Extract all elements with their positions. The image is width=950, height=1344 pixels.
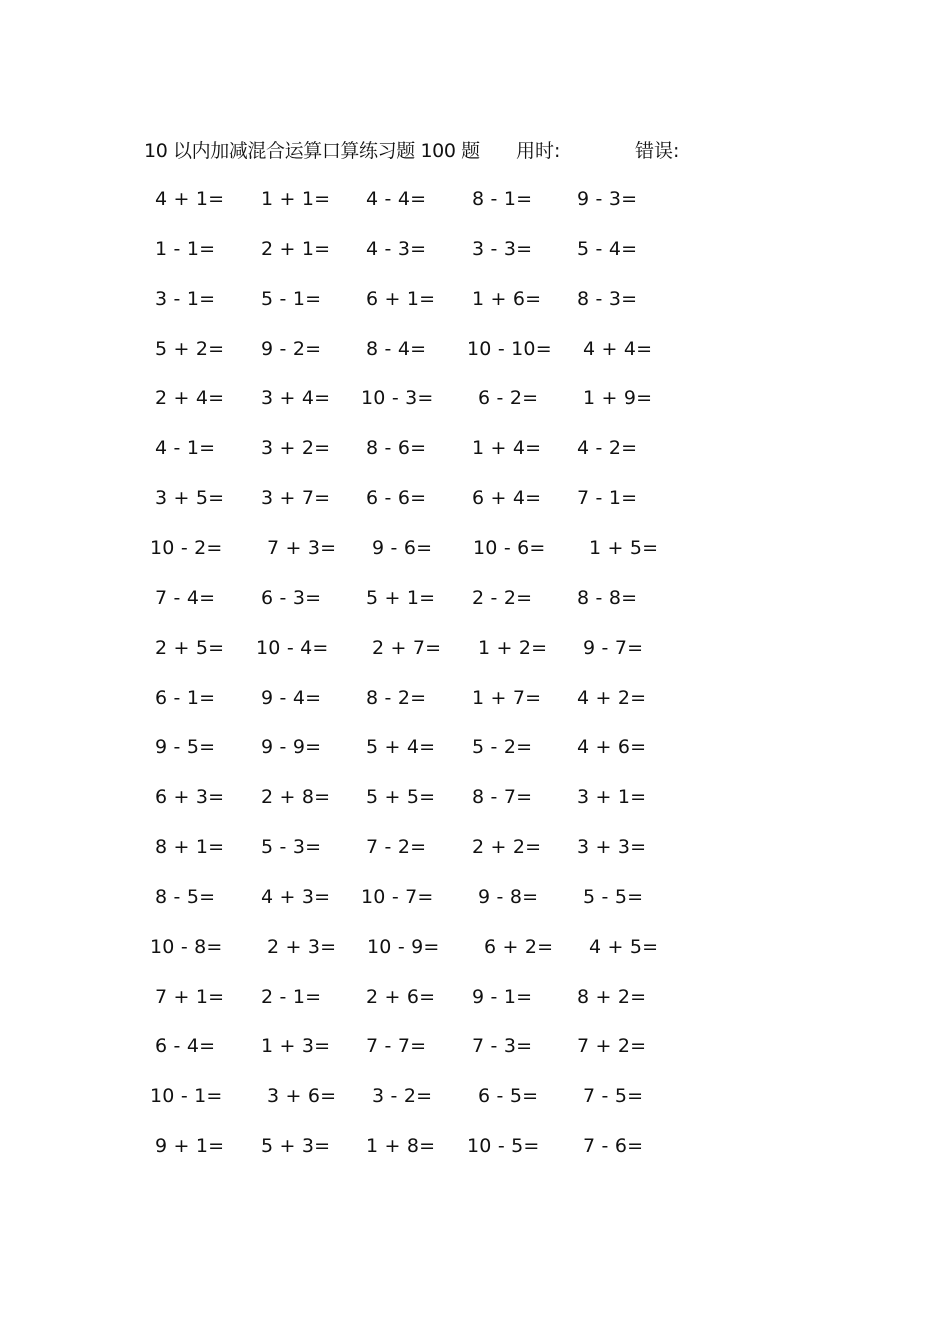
math-problem: 3 + 4= (261, 387, 331, 410)
math-problem: 4 - 4= (366, 188, 427, 210)
math-problem: 5 + 5= (366, 786, 436, 809)
math-problem: 8 - 5= (155, 885, 216, 908)
math-problem: 6 - 4= (155, 1035, 216, 1058)
math-problem: 5 - 2= (472, 736, 533, 759)
time-used-label: 用时: (516, 140, 561, 162)
math-problem: 9 - 8= (478, 885, 539, 908)
math-problem: 1 + 4= (472, 437, 542, 460)
math-problem: 3 + 5= (155, 487, 225, 510)
math-problem: 8 - 4= (366, 337, 427, 360)
math-problem: 6 + 2= (484, 935, 554, 958)
math-problem: 9 - 9= (261, 736, 322, 759)
math-problem: 2 + 5= (155, 636, 225, 659)
math-problem: 6 - 5= (478, 1085, 539, 1108)
math-problem: 10 - 1= (150, 1085, 223, 1108)
math-problem: 9 - 6= (372, 536, 433, 559)
errors-label: 错误: (635, 140, 680, 162)
math-problem: 5 - 4= (577, 237, 638, 260)
math-problem: 2 + 4= (155, 387, 225, 410)
math-problem: 5 + 3= (261, 1135, 331, 1158)
math-problem: 6 + 3= (155, 786, 225, 809)
math-problem: 10 - 9= (367, 935, 440, 958)
math-problem: 2 + 2= (472, 836, 542, 859)
math-problem: 1 + 1= (261, 188, 331, 210)
math-problem: 7 + 3= (267, 536, 337, 559)
math-problem: 2 - 2= (472, 586, 533, 609)
math-problem: 7 - 4= (155, 586, 216, 609)
math-problem: 8 - 3= (577, 287, 638, 310)
math-problem: 2 + 3= (267, 935, 337, 958)
math-problem: 7 - 7= (366, 1035, 427, 1058)
math-problem: 4 + 5= (589, 935, 659, 958)
math-problem: 4 + 6= (577, 736, 647, 759)
math-problem: 4 + 3= (261, 885, 331, 908)
math-problem: 2 + 7= (372, 636, 442, 659)
math-problem: 4 - 1= (155, 437, 216, 460)
math-problem: 9 + 1= (155, 1135, 225, 1158)
math-problem: 4 + 2= (577, 686, 647, 709)
math-problem: 5 + 1= (366, 586, 436, 609)
math-problem: 3 + 1= (577, 786, 647, 809)
math-problem: 6 - 1= (155, 686, 216, 709)
math-problem: 6 - 6= (366, 487, 427, 510)
math-problem: 10 - 7= (361, 885, 434, 908)
math-problem: 3 + 6= (267, 1085, 337, 1108)
math-problem: 8 - 8= (577, 586, 638, 609)
math-problem: 2 - 1= (261, 985, 322, 1008)
math-problem: 9 - 1= (472, 985, 533, 1008)
math-problem: 6 + 1= (366, 287, 436, 310)
math-problem: 8 - 2= (366, 686, 427, 709)
math-problem: 9 - 5= (155, 736, 216, 759)
math-problem: 8 - 7= (472, 786, 533, 809)
math-problem: 7 - 5= (583, 1085, 644, 1108)
math-problem: 10 - 10= (467, 337, 552, 360)
math-problem: 10 - 8= (150, 935, 223, 958)
math-problem: 10 - 5= (467, 1135, 540, 1158)
math-problem: 8 + 2= (577, 985, 647, 1008)
math-problem: 1 + 7= (472, 686, 542, 709)
math-problem: 3 + 2= (261, 437, 331, 460)
math-problem: 7 - 6= (583, 1135, 644, 1158)
math-problem: 1 + 3= (261, 1035, 331, 1058)
worksheet-title: 10 以内加减混合运算口算练习题 100 题 (144, 140, 480, 162)
math-problem: 1 + 6= (472, 287, 542, 310)
math-problem: 7 + 2= (577, 1035, 647, 1058)
math-problem: 6 - 3= (261, 586, 322, 609)
math-problem: 1 - 1= (155, 237, 216, 260)
math-problem: 5 - 1= (261, 287, 322, 310)
math-problem: 1 + 2= (478, 636, 548, 659)
math-problem: 1 + 9= (583, 387, 653, 410)
math-problem: 3 - 1= (155, 287, 216, 310)
math-problem: 6 - 2= (478, 387, 539, 410)
math-problem: 6 + 4= (472, 487, 542, 510)
math-problem: 9 - 4= (261, 686, 322, 709)
math-problem: 1 + 8= (366, 1135, 436, 1158)
math-problem: 2 + 6= (366, 985, 436, 1008)
math-problem: 3 + 7= (261, 487, 331, 510)
math-problem: 3 + 3= (577, 836, 647, 859)
math-problem: 8 - 6= (366, 437, 427, 460)
math-problem: 1 + 5= (589, 536, 659, 559)
math-problem: 5 - 5= (583, 885, 644, 908)
math-problem: 4 + 4= (583, 337, 653, 360)
math-problem: 9 - 2= (261, 337, 322, 360)
math-problem: 8 - 1= (472, 188, 533, 210)
math-problem: 10 - 6= (473, 536, 546, 559)
math-problem: 7 - 1= (577, 487, 638, 510)
math-problem: 8 + 1= (155, 836, 225, 859)
math-problem: 4 - 3= (366, 237, 427, 260)
math-problem: 4 - 2= (577, 437, 638, 460)
math-problem: 7 - 2= (366, 836, 427, 859)
math-problem: 5 + 4= (366, 736, 436, 759)
math-problem: 4 + 1= (155, 188, 225, 210)
math-problem: 2 + 8= (261, 786, 331, 809)
math-problem: 3 - 3= (472, 237, 533, 260)
math-problem: 2 + 1= (261, 237, 331, 260)
math-problem: 9 - 7= (583, 636, 644, 659)
math-problem: 7 - 3= (472, 1035, 533, 1058)
math-problem: 10 - 2= (150, 536, 223, 559)
math-problem: 5 + 2= (155, 337, 225, 360)
math-problem: 9 - 3= (577, 188, 638, 210)
math-problem: 10 - 4= (256, 636, 329, 659)
math-problem: 7 + 1= (155, 985, 225, 1008)
math-problem: 5 - 3= (261, 836, 322, 859)
math-problem: 10 - 3= (361, 387, 434, 410)
math-problem: 3 - 2= (372, 1085, 433, 1108)
